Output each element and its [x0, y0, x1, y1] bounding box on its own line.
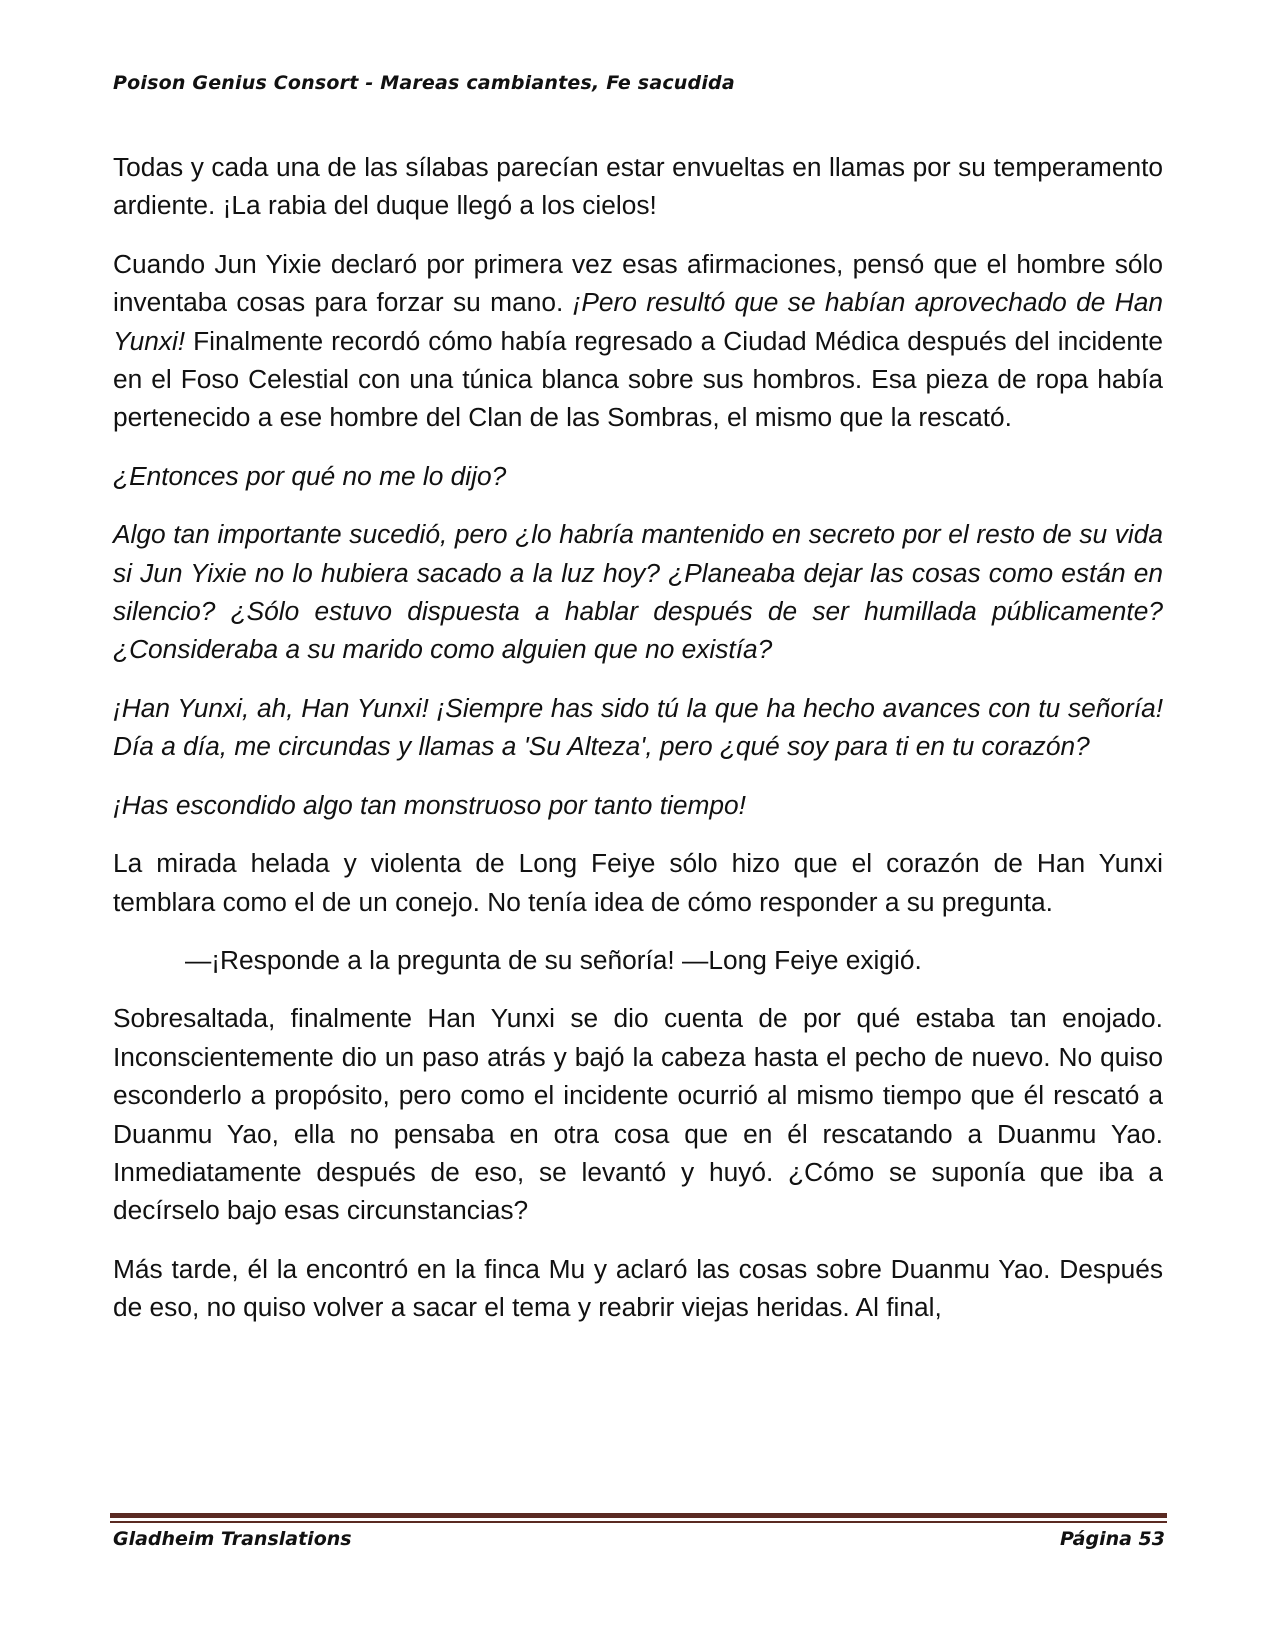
paragraph-7: La mirada helada y violenta de Long Feiye sólo hizo que el corazón de Han Yunxi temblara como el de un conejo. No tenía idea de cómo responder a su pregunta.: [113, 848, 1163, 917]
paragraph-2-start: Cuando Jun Yixie declaró por primera vez esas afirmaciones, pensó que el hombre sólo inventaba cosas para forzar su mano.: [113, 248, 1163, 318]
paragraph-1: Todas y cada una de las sílabas parecían estar envueltas en llamas por su temperamento ardiente. ¡La rabia del duque llegó a los cielos!: [113, 152, 1163, 221]
paragraph-9: Sobresaltada, finalmente Han Yunxi se dio cuenta de por qué estaba tan enojado. Inconscientemente dio un paso atrás y bajó la cabeza hasta el pecho de nuevo. No quiso esconderlo a propósito, pero como el incidente ocurrió al mismo tiempo que él rescató a Duanmu Yao, ella no pensaba en otra cosa que en él rescatando a Duanmu Yao. Inmediatamente después de eso, se levantó y huyó. ¿Cómo se suponía que iba a decírselo bajo esas circunstancias?: [113, 1003, 1163, 1226]
document-body: [113, 148, 1163, 1327]
paragraph-2: [113, 245, 1163, 437]
paragraph-6: ¡Has escondido algo tan monstruoso por tanto tiempo!: [113, 789, 746, 820]
footer-page-number: Página 53: [1059, 1528, 1165, 1550]
page-header-title: Poison Genius Consort - Mareas cambiantes, Fe sacudida: [113, 72, 735, 94]
paragraph-4: Algo tan importante sucedió, pero ¿lo habría mantenido en secreto por el resto de su vida si Jun Yixie no lo hubiera sacado a la luz hoy? ¿Planeaba dejar las cosas como están en silencio? ¿Sólo estuvo dispuesta a hablar después de ser humillada públicamente? ¿Consideraba a su marido como alguien que no existía?: [113, 519, 1163, 665]
footer-rule-thick: [110, 1513, 1167, 1518]
footer-rule-thin: [110, 1521, 1167, 1523]
paragraph-2-italic: ¡Pero resultó que se habían aprovechado de Han Yunxi!: [113, 287, 1163, 356]
paragraph-10: Más tarde, él la encontró en la finca Mu y aclaró las cosas sobre Duanmu Yao. Después de eso, no quiso volver a sacar el tema y reabrir viejas heridas. Al final,: [113, 1253, 1163, 1323]
footer-translator: Gladheim Translations: [113, 1528, 352, 1550]
paragraph-2-end: Finalmente recordó cómo había regresado a Ciudad Médica después del incidente en el Foso Celestial con una túnica blanca sobre sus hombros. Esa pieza de ropa había pertenecido a ese hombre del Clan de las Sombras, el mismo que la rescató.: [113, 325, 1163, 433]
paragraph-8-dialogue: —¡Responde a la pregunta de su señoría! —Long Feiye exigió.: [185, 944, 922, 975]
paragraph-5: ¡Han Yunxi, ah, Han Yunxi! ¡Siempre has sido tú la que ha hecho avances con tu señoría! Día a día, me circundas y llamas a 'Su Alteza', pero ¿qué soy para ti en tu corazón?: [113, 692, 1163, 762]
paragraph-3: ¿Entonces por qué no me lo dijo?: [113, 460, 507, 491]
